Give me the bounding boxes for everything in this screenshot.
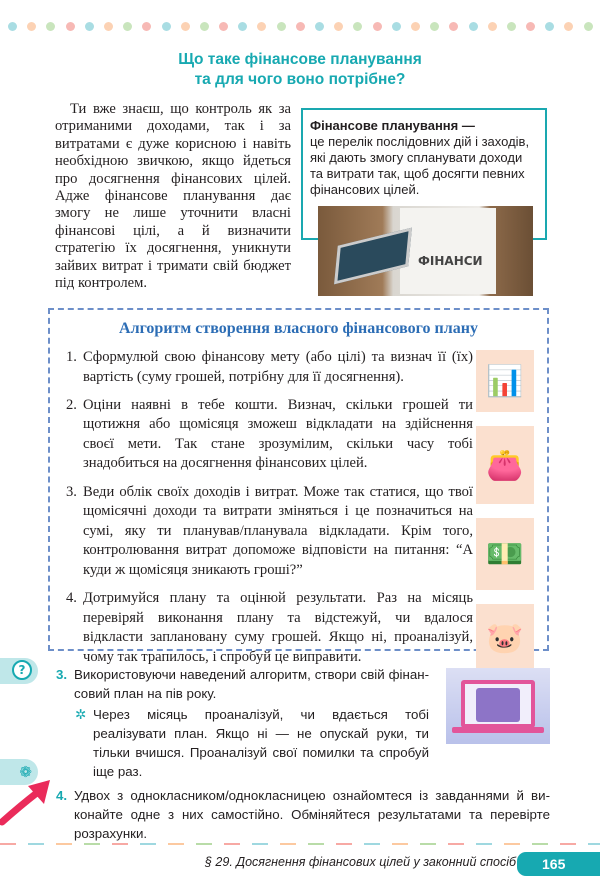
dot [315,22,324,31]
algorithm-box [48,308,549,665]
sun-icon: ✲ [75,707,87,722]
dot [449,22,458,31]
question-mark: ? [12,660,32,680]
dot [526,22,535,31]
dot [219,22,228,31]
dash [112,843,128,845]
dot [200,22,209,31]
dot [181,22,190,31]
task-3-tip [75,705,429,781]
dash [420,843,436,845]
dot [392,22,401,31]
money-down-icon: 💵 [476,518,534,590]
step-number: 3. [66,483,77,500]
step-number: 1. [66,349,77,365]
dot [488,22,497,31]
dot [162,22,171,31]
dash [392,843,408,845]
dot [469,22,478,31]
task-number: 4. [56,788,68,803]
dot [104,22,113,31]
step-text: Сформулюй свою фінансову мету (або цілі) та визнач її (їх) вартість (суму грошей, потрібну для її досягнення). [83,349,473,385]
section-heading [0,50,600,90]
dot [277,22,286,31]
dash [28,843,44,845]
step-number: 2. [66,396,77,413]
dash [560,843,576,845]
dot [334,22,343,31]
dash [448,843,464,845]
dash [336,843,352,845]
dot [66,22,75,31]
dot [545,22,554,31]
dash [84,843,100,845]
definition-text: це перелік послідовних дій і заходів, які дають змогу спланувати доходи та витрати так, щоб досягти певних фінансових цілей. [310,134,530,197]
dot [373,22,382,31]
dot [584,22,593,31]
dot [85,22,94,31]
dash [0,843,16,845]
pointer-arrow-icon [0,776,60,826]
step-text: Веди облік своїх доходів і витрат. Може так статися, що твої щомісячні доходи та витрати зміняться і це позначиться на сумі, яку ти планував/планувала відкладати. Крім того, контролювання витрат допоможе відповісти на питання: “А куди ж щомісяця зникають гроші?” [83,483,473,578]
dot [238,22,247,31]
intro-paragraph: Ти вже знаєш, що контроль як за отриманими доходами, так і за витратами є дуже корисною і навіть необхідною звичкою, якщо йдеться про досягнення фінансових цілей. Адже фінансове планування дає змогу не лише уточнити власні фінансові цілі, а й визначити стратегію їх досягнення, уникнути зайвих витрат і тримати свій бюджет під контролем. [55,101,291,292]
photo-caption: ФІНАНСИ [418,254,483,268]
dot [507,22,516,31]
dot [8,22,17,31]
chart-scroll-icon: 📊 [476,350,534,412]
question-icon [0,658,38,684]
step-text: Оціни наявні в тебе кошти. Визнач, скільки грошей ти щотижня або щомісяця зможеш відкладати на здійснення своєї мети. Так стане зрозумілим, скільки часу тобі знадобиться на досягнення фінансових цілей. [83,396,473,472]
finance-photo [318,206,533,296]
dot [257,22,266,31]
group-work-icon: ❁ [0,759,38,785]
dash [56,843,72,845]
dash [168,843,184,845]
piggy-bank-icon: 🐷 [476,604,534,672]
decorative-dots [8,22,593,31]
dash [364,843,380,845]
dash [588,843,600,845]
task-3 [56,665,429,703]
algorithm-step [66,483,473,581]
algorithm-title: Алгоритм створення власного фінансового плану [119,320,478,337]
dot [123,22,132,31]
step-text: Дотримуйся плану та оцінюй результати. Раз на місяць перевіряй виконання плану та відстежуй, чи вдалося відкласти заплановану суму грошей. Якщо ні, проаналізуй, чому так трапилось, і спробуй це виправити. [83,590,473,665]
dash [280,843,296,845]
dash [196,843,212,845]
dash [476,843,492,845]
tip-text: Через місяць проаналізуй, чи вдається тобі реалізувати план. Якщо ні — не опускай руки, ти тільки вчишся. Проаналізуй свої помилки та спробуй іще раз. [93,707,429,779]
algorithm-step [66,348,473,387]
task-number: 3. [56,667,68,682]
footer-divider [0,843,600,845]
dot [296,22,305,31]
definition-term: Фінансове планування — [310,118,475,133]
algorithm-step [66,396,473,474]
dot [46,22,55,31]
dash [308,843,324,845]
step-number: 4. [66,590,77,607]
dot [430,22,439,31]
dash [504,843,520,845]
task-4 [56,786,550,843]
algorithm-step [66,589,473,667]
tasks [56,665,550,843]
dot [411,22,420,31]
dash [140,843,156,845]
dot [564,22,573,31]
dash [532,843,548,845]
dash [224,843,240,845]
heading-line-2: та для чого воно потрібне? [194,71,406,88]
page-number: 165 [517,852,600,876]
algorithm-list [66,348,473,676]
dot [27,22,36,31]
dot [353,22,362,31]
heading-line-1: Що таке фінансове планування [178,51,422,68]
dash [252,843,268,845]
task-text: Удвох з однокласником/однокласницею ознайомтеся із завданнями й виконайте одне з них самостійно. Обміняйтеся результатами та перевірте розрахунки. [74,788,550,841]
footer-section-title: § 29. Досягнення фінансових цілей у законний спосіб [205,855,517,869]
dot [142,22,151,31]
wallet-hand-icon: 👛 [476,426,534,504]
task-text: Використовуючи наведений алгоритм, створи свій фінансовий план на пів року. [74,667,429,701]
